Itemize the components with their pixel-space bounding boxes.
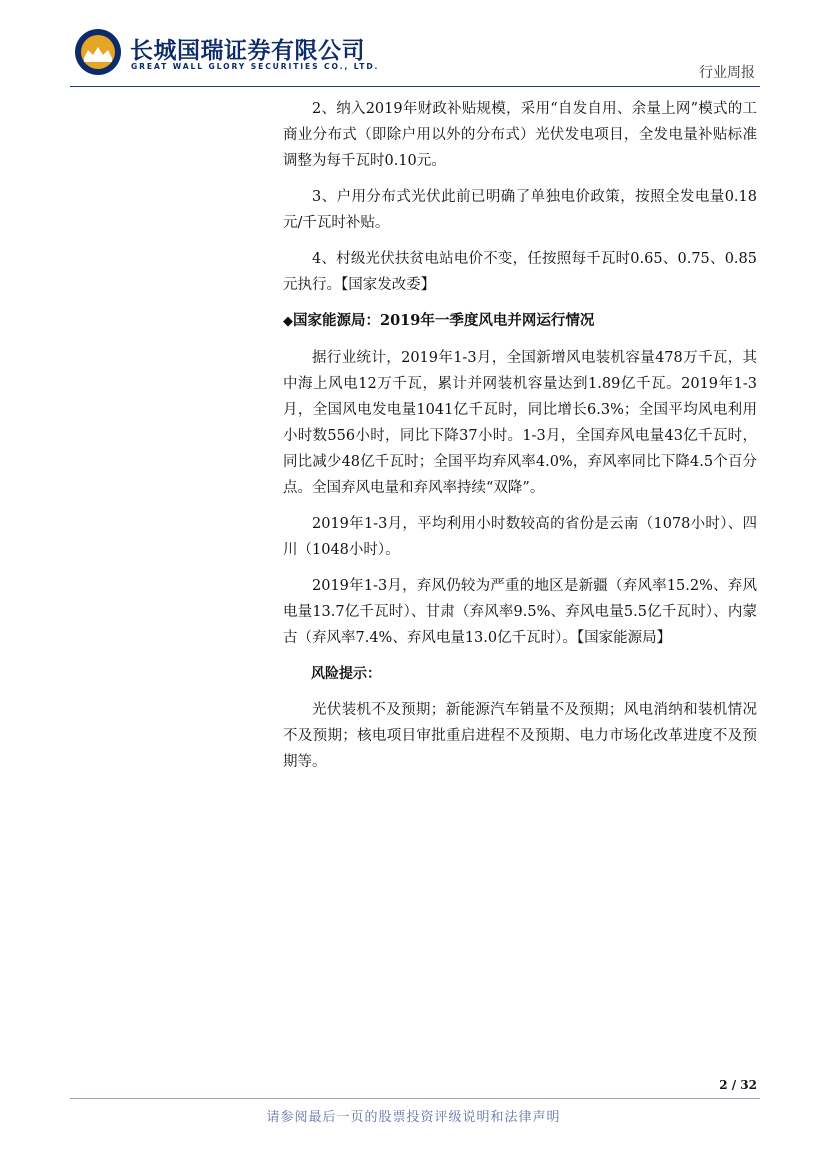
wind-stats-paragraph: 据行业统计，2019年1-3月，全国新增风电装机容量478万千瓦，其中海上风电12万千瓦，累计并网装机容量达到1.89亿千瓦。2019年1-3月，全国风电发电量1041亿千瓦时，同比增长6.3%；全国平均风电利用小时数556小时，同比下降37小时。1-3月，全国弃风电量43亿千瓦时，同比减少48亿千瓦时；全国平均弃风率4.0%，弃风率同比下降4.5个百分点。全国弃风电量和弃风率持续“双降”。 bbox=[283, 350, 757, 496]
header-divider bbox=[70, 86, 760, 87]
company-name-en: GREAT WALL GLORY SECURITIES CO., LTD. bbox=[131, 62, 380, 71]
footer-divider bbox=[70, 1098, 760, 1099]
company-name-cn: 长城国瑞证券有限公司 bbox=[130, 38, 365, 64]
page-number: 2 / 32 bbox=[719, 1078, 757, 1092]
company-logo-icon bbox=[74, 28, 122, 76]
report-body bbox=[283, 96, 757, 785]
diamond-bullet-icon: ◆ bbox=[283, 314, 293, 329]
policy-paragraph-4: 4、村级光伏扶贫电站电价不变，任按照每千瓦时0.65、0.75、0.85元执行。【国家发改委】 bbox=[283, 251, 757, 293]
policy-paragraph-2: 2、纳入2019年财政补贴规模，采用“自发自用、余量上网”模式的工商业分布式（即除户用以外的分布式）光伏发电项目，全发电量补贴标准调整为每千瓦时0.10元。 bbox=[283, 101, 757, 169]
report-type-label: 行业周报 bbox=[699, 65, 755, 81]
risk-paragraph: 光伏装机不及预期；新能源汽车销量不及预期；风电消纳和装机情况不及预期；核电项目审批重启进程不及预期、电力市场化改革进度不及预期等。 bbox=[283, 702, 757, 770]
curtailment-paragraph: 2019年1-3月，弃风仍较为严重的地区是新疆（弃风率15.2%、弃风电量13.7亿千瓦时）、甘肃（弃风率9.5%、弃风电量5.5亿千瓦时）、内蒙古（弃风率7.4%、弃风电量13.0亿千瓦时）。【国家能源局】 bbox=[283, 578, 757, 646]
footer-disclaimer: 请参阅最后一页的股票投资评级说明和法律声明 bbox=[266, 1110, 561, 1125]
risk-heading: 风险提示： bbox=[311, 666, 381, 682]
utilization-paragraph: 2019年1-3月，平均利用小时数较高的省份是云南（1078小时）、四川（1048小时）。 bbox=[283, 516, 757, 558]
section-heading bbox=[283, 308, 757, 335]
policy-paragraph-3: 3、户用分布式光伏此前已明确了单独电价政策，按照全发电量0.18元/千瓦时补贴。 bbox=[283, 189, 757, 231]
page-header bbox=[0, 0, 827, 92]
section-heading-text: 国家能源局：2019年一季度风电并网运行情况 bbox=[293, 312, 595, 329]
